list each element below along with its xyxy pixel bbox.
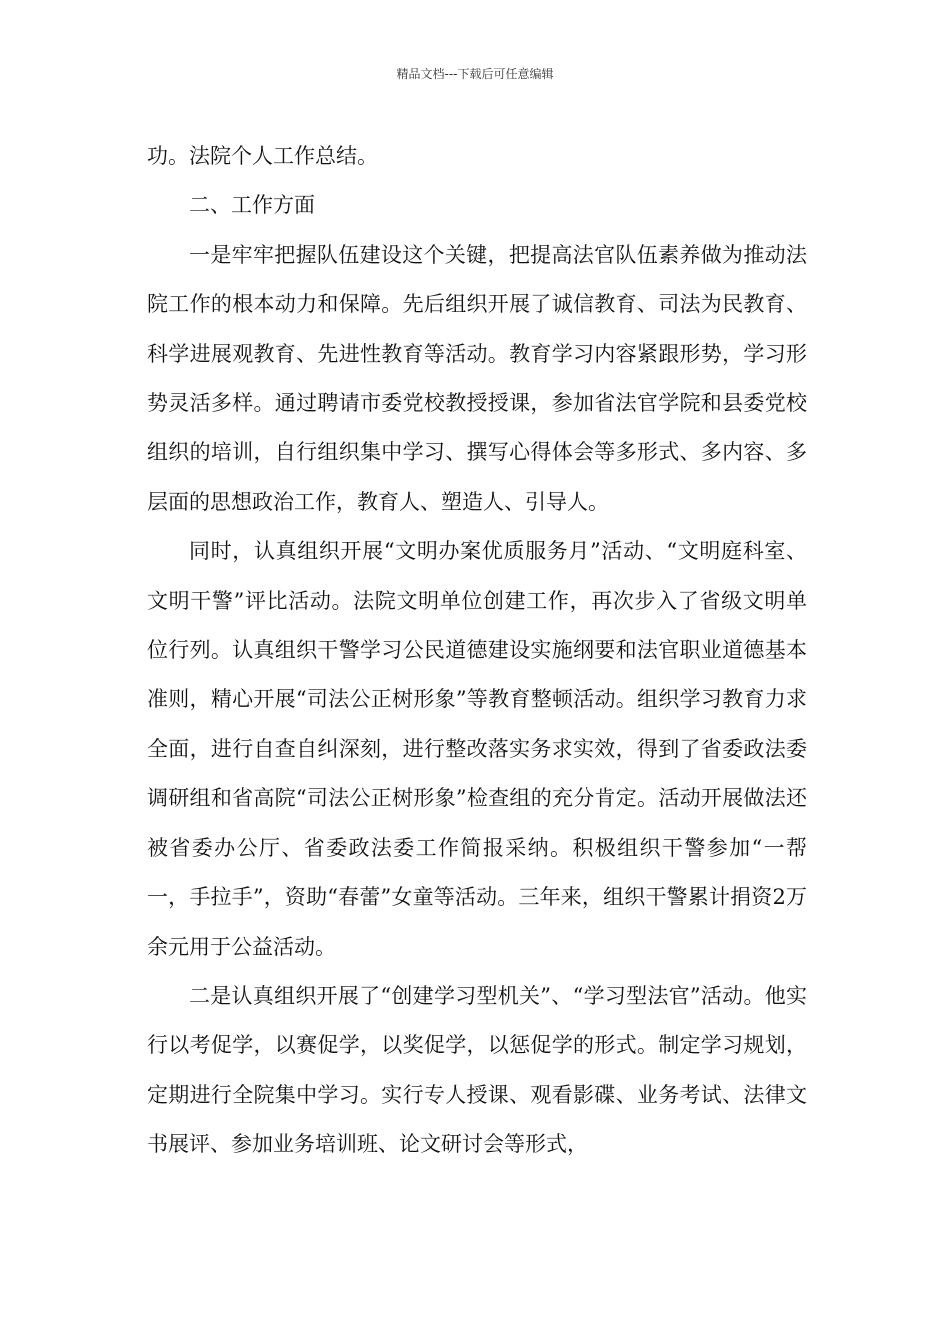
section-heading: 二、工作方面 xyxy=(189,193,315,218)
paragraph-team-building: 一是牢牢把握队伍建设这个关键，把提高法官队伍素养做为推动法院工作的根本动力和保障。先后组织开展了诚信教育、司法为民教育、科学进展观教育、先进性教育等活动。教育学习内容紧跟形势，学习形势灵活多样。通过聘请市委党校教授授课，参加省法官学院和县委党校组织的培训，自行组织集中学习、撰写心得体会等多形式、多内容、多层面的思想政治工作，教育人、塑造人、引导人。 xyxy=(147,242,807,514)
page-header: 精品文档---下载后可任意编辑 xyxy=(396,67,554,81)
paragraph-learning-organization: 二是认真组织开展了“创建学习型机关”、“学习型法官”活动。他实行以考促学，以赛促学，以奖促学，以惩促学的形式。制定学习规划，定期进行全院集中学习。实行专人授课、观看影碟、业务考试、法律文书展评、参加业务培训班、论文研讨会等形式， xyxy=(147,983,807,1157)
paragraph-continuation: 功。法院个人工作总结。 xyxy=(147,144,378,168)
document-body xyxy=(147,132,807,1170)
paragraph-civilization-activities: 同时，认真组织开展“文明办案优质服务月”活动、“文明庭科室、文明干警”评比活动。法院文明单位创建工作，再次步入了省级文明单位行列。认真组织干警学习公民道德建设实施纲要和法官职业道德基本准则，精心开展“司法公正树形象”等教育整顿活动。组织学习教育力求全面，进行自查自纠深刻，进行整改落实务求实效，得到了省委政法委调研组和省高院“司法公正树形象”检查组的充分肯定。活动开展做法还被省委办公厅、省委政法委工作简报采纳。积极组织干警参加“一帮一，手拉手”，资助“春蕾”女童等活动。三年来，组织干警累计捐资2万余元用于公益活动。 xyxy=(147,539,807,959)
